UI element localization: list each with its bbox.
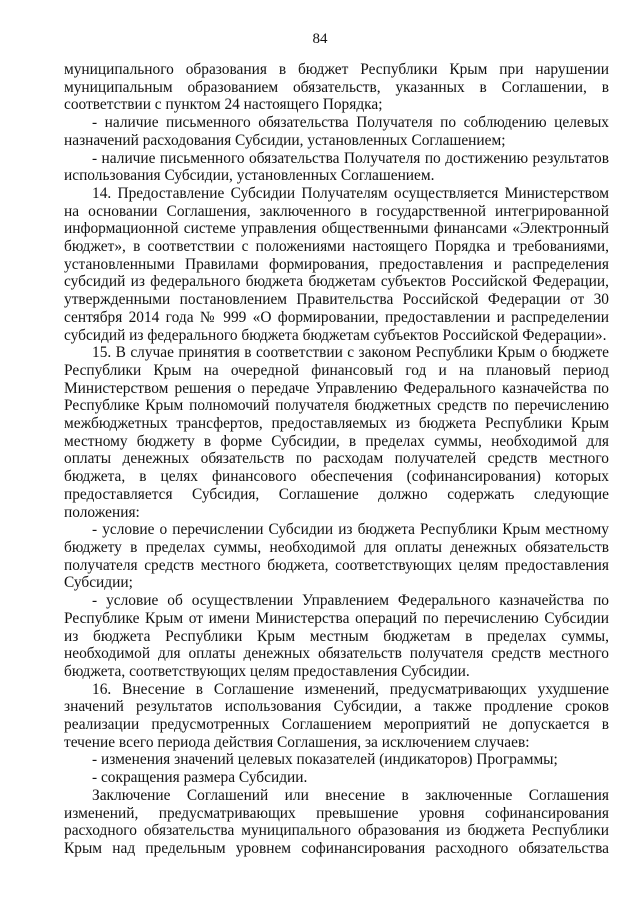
paragraph-15: 15. В случае принятия в соответствии с законом Республики Крым о бюджете Республики Крым на очередной финансовый год и на плановый период Министерством решения о передаче Управлению Федерального казначейства по Республике Крым полномочий получателя бюджетных средств по перечислению межбюджетных трансфертов, предоставляемых из бюджета Республики Крым местному бюджету в форме Субсидии, в пределах суммы, необходимой для оплаты денежных обязательств по расходам получателей средств местного бюджета, в целях финансового обеспечения (софинансирования) которых предоставляется Субсидия, Соглашение должно содержать следующие положения: (64, 344, 609, 521)
list-item: - сокращения размера Субсидии. (92, 769, 308, 787)
list-item: - наличие письменного обязательства Получателя по достижению результатов использования Субсидии, установленных Соглашением. (64, 149, 609, 185)
list-item: - наличие письменного обязательства Получателя по соблюдению целевых назначений расходования Субсидии, установленных Соглашением; (64, 114, 609, 149)
paragraph-14: 14. Предоставление Субсидии Получателям осуществляется Министерством на основании Соглашения, заключенного в государственной интегрированной информационной системе управления общественными финансами «Электронный бюджет», в соответствии с положениями настоящего Порядка и требованиями, установленными Правилами формирования, предоставления и распределения субсидий из федерального бюджета бюджетам субъектов Российской Федерации, утвержденными постановлением Правительства Российской Федерации от 30 сентября 2014 года № 999 «О формировании, предоставлении и распределении субсидий из федерального бюджета бюджетам субъектов Российской Федерации». (64, 184, 609, 344)
paragraph-agreements: Заключение Соглашений или внесение в заключенные Соглашения изменений, предусматривающих превышение уровня софинансирования расходного обязательства муниципального образования из бюджета Республики Крым над предельным уровнем софинансирования расходного обязательства (64, 786, 609, 857)
paragraph-16: 16. Внесение в Соглашение изменений, предусматривающих ухудшение значений результатов использования Субсидии, а также продление сроков реализации предусмотренных Соглашением мероприятий не допускается в течение всего периода действия Соглашения, за исключением случаев: (64, 680, 609, 751)
list-item: - изменения значений целевых показателей (индикаторов) Программы; (92, 751, 558, 769)
list-item: - условие об осуществлении Управлением Федерального казначейства по Республике Крым от имени Министерства операций по перечислению Субсидии из бюджета Республики Крым местным бюджетам в пределах суммы, необходимой для оплаты денежных обязательств получателя средств местного бюджета, соответствующих целям предоставления Субсидии. (64, 592, 609, 680)
document-body (64, 61, 609, 858)
list-item: - условие о перечислении Субсидии из бюджета Республики Крым местному бюджету в пределах суммы, необходимой для оплаты денежных обязательств получателя средств местного бюджета, соответствующих целям предоставления Субсидии; (64, 521, 609, 592)
paragraph-continuation: муниципального образования в бюджет Республики Крым при нарушении муниципальным образованием обязательств, указанных в Соглашении, в соответствии с пунктом 24 настоящего Порядка; (64, 61, 609, 114)
page-number: 84 (312, 31, 328, 47)
